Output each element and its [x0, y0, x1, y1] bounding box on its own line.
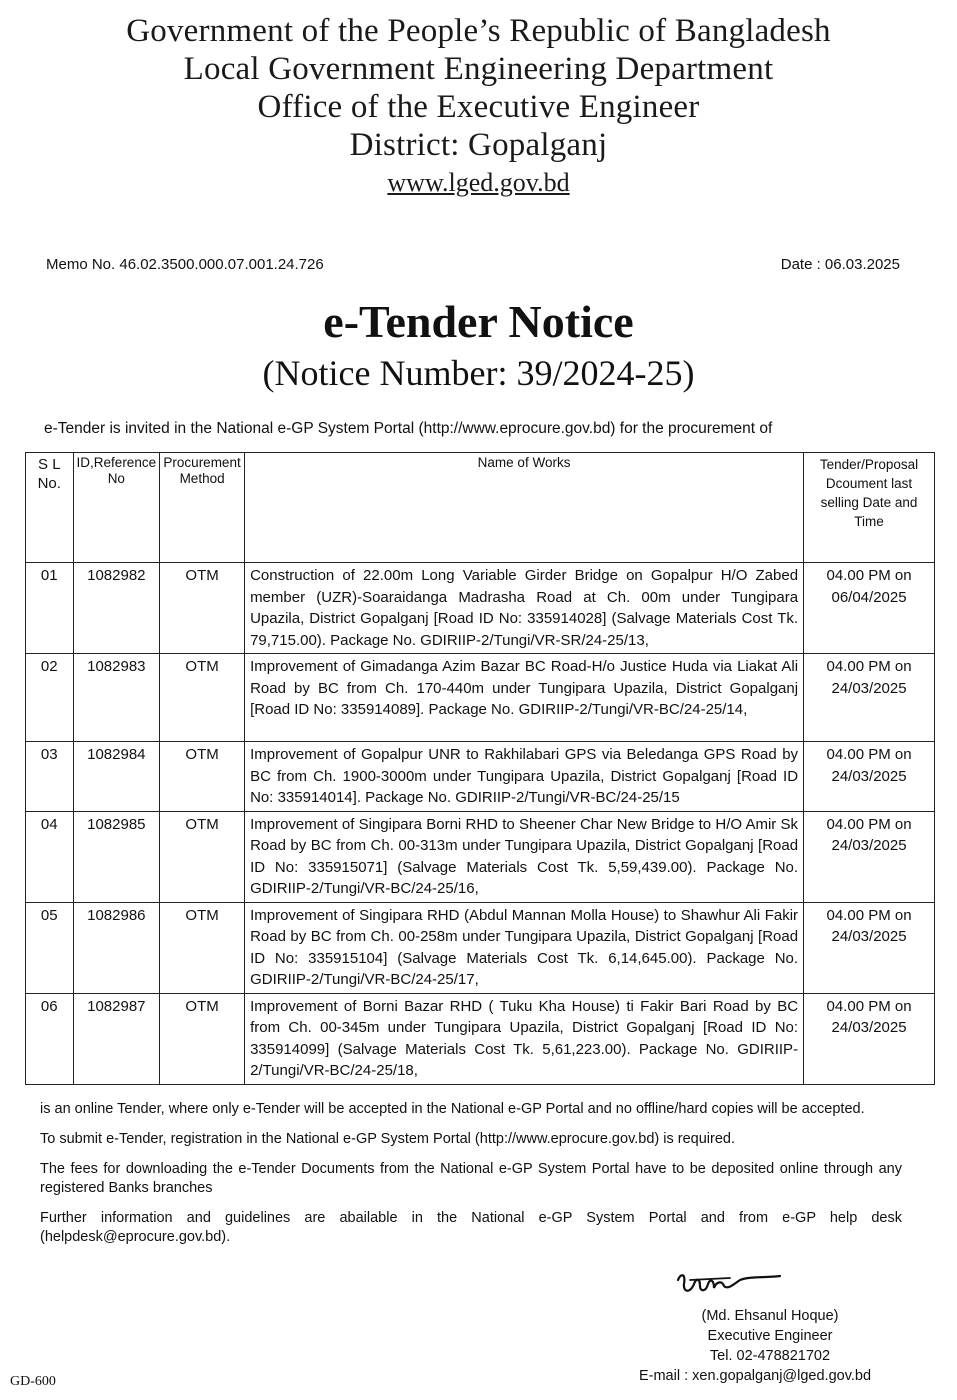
memo-number: Memo No. 46.02.3500.000.07.001.24.726 — [46, 256, 324, 273]
row-sl: 05 — [26, 902, 74, 993]
notes-section — [40, 1100, 902, 1258]
row-method: OTM — [160, 811, 245, 902]
row-date-value: 24/03/2025 — [831, 928, 907, 945]
header-method: Procurement Method — [160, 453, 245, 563]
page-title: e-Tender Notice — [323, 296, 634, 347]
row-date — [804, 811, 935, 902]
row-time: 04.00 PM on — [826, 567, 912, 584]
footer-code: GD-600 — [10, 1374, 56, 1389]
table-row — [26, 654, 935, 742]
note-helpdesk: Further information and guidelines are abailable in the National e-GP System Portal and from e-GP help desk (helpdesk@eprocure.gov.bd). — [40, 1210, 902, 1245]
note-registration: To submit e-Tender, registration in the National e-GP System Portal (http://www.eprocure.gov.bd) is required. — [40, 1131, 735, 1147]
header-sl: S L No. — [26, 453, 74, 563]
row-name: Improvement of Borni Bazar RHD ( Tuku Kha House) ti Fakir Bari Road by BC from Ch. 00-345m under Tungipara Upazila, District Gopalganj [Road ID No: 335914099] (Salvage Materials Cost Tk. 5,61,223.00). Package No. GDIRIIP-2/Tungi/VR-BC/24-25/18, — [245, 993, 804, 1084]
district-title: District: Gopalganj — [349, 127, 608, 163]
signature-block — [640, 1270, 900, 1386]
table-row — [26, 902, 935, 993]
row-id: 1082987 — [73, 993, 160, 1084]
notice-date: Date : 06.03.2025 — [780, 256, 900, 273]
row-date-value: 06/04/2025 — [831, 588, 907, 606]
row-time: 04.00 PM on — [826, 997, 912, 1015]
row-name: Improvement of Gimadanga Azim Bazar BC Road-H/o Justice Huda via Liakat Ali Road by BC from Ch. 170-440m under Tungipara Upazila, District Gopalganj [Road ID No: 335914089]. Package No. GDIRIIP-2/Tungi/VR-BC/24-25/14, — [245, 654, 804, 742]
row-id: 1082983 — [73, 654, 160, 742]
row-method: OTM — [160, 902, 245, 993]
row-id: 1082985 — [73, 811, 160, 902]
row-name: Construction of 22.00m Long Variable Girder Bridge on Gopalpur H/O Zabed member (UZR)-Soaraidanga Madrasha Road at Ch. 00m under Tungipara Upazila, District Gopalganj [Road ID No: 335914028] (Salvage Materials Cost Tk. 79,715.00). Package No. GDIRIIP-2/Tungi/VR-SR/24-25/13, — [245, 563, 804, 654]
row-time: 04.00 PM on — [826, 746, 912, 763]
row-date-value: 24/03/2025 — [831, 1019, 907, 1036]
signature-icon — [670, 1270, 790, 1304]
signatory-email[interactable]: E-mail : xen.gopalganj@lged.gov.bd — [638, 1368, 872, 1384]
header-name: Name of Works — [245, 453, 804, 563]
office-title: Office of the Executive Engineer — [257, 89, 700, 125]
table-row — [26, 993, 935, 1084]
row-date-value: 24/03/2025 — [831, 767, 907, 785]
letterhead — [0, 12, 957, 200]
row-time: 04.00 PM on — [826, 658, 912, 675]
row-date — [804, 993, 935, 1084]
row-id: 1082984 — [73, 742, 160, 812]
table-header-row — [26, 453, 935, 563]
row-method: OTM — [160, 993, 245, 1084]
row-sl: 02 — [26, 654, 74, 742]
table-row — [26, 563, 935, 654]
row-time: 04.00 PM on — [826, 815, 912, 833]
signatory-name: (Md. Ehsanul Hoque) — [701, 1308, 839, 1324]
note-online: is an online Tender, where only e-Tender will be accepted in the National e-GP Portal and no offline/hard copies will be accepted. — [40, 1101, 865, 1117]
table-row — [26, 811, 935, 902]
intro-text: e-Tender is invited in the National e-GP System Portal (http://www.eprocure.gov.bd) for the procurement of — [44, 420, 773, 437]
row-method: OTM — [160, 654, 245, 742]
row-sl: 03 — [26, 742, 74, 812]
header-date: Tender/Proposal Dcoument last selling Date and Time — [804, 453, 935, 563]
row-name: Improvement of Singipara Borni RHD to Sheener Char New Bridge to H/O Amir Sk Road by BC from Ch. 00-313m under Tungipara Upazila, District Gopalganj [Road ID No: 335915071] (Salvage Materials Cost Tk. 5,59,439.00). Package No. GDIRIIP-2/Tungi/VR-BC/24-25/16, — [245, 811, 804, 902]
note-fees: The fees for downloading the e-Tender Documents from the National e-GP System Portal have to be deposited online through any registered Banks branches — [40, 1161, 902, 1196]
row-date — [804, 654, 935, 742]
row-method: OTM — [160, 742, 245, 812]
government-title: Government of the People’s Republic of Bangladesh — [126, 13, 831, 49]
signatory-tel: Tel. 02-478821702 — [709, 1348, 831, 1364]
row-name: Improvement of Singipara RHD (Abdul Mannan Molla House) to Shawhur Ali Fakir Road by BC from Ch. 00-258m under Tungipara Upazila, District Gopalganj [Road ID No: 335915104] (Salvage Materials Cost Tk. 6,14,645.00). Package No. GDIRIIP-2/Tungi/VR-BC/24-25/17, — [245, 902, 804, 993]
signatory-designation: Executive Engineer — [707, 1328, 833, 1344]
row-method: OTM — [160, 563, 245, 654]
row-date — [804, 563, 935, 654]
row-id: 1082982 — [73, 563, 160, 654]
row-sl: 06 — [26, 993, 74, 1084]
works-table — [25, 452, 935, 1085]
department-title: Local Government Engineering Department — [183, 51, 774, 87]
notice-number: (Notice Number: 39/2024-25) — [262, 353, 695, 393]
website-link[interactable]: www.lged.gov.bd — [387, 168, 570, 197]
row-name: Improvement of Gopalpur UNR to Rakhilabari GPS via Beledanga GPS Road by BC from Ch. 1900-3000m under Tungipara Upazila, District Gopalganj [Road ID No: 335914014]. Package No. GDIRIIP-2/Tungi/VR-BC/24-25/15 — [245, 742, 804, 812]
row-date — [804, 902, 935, 993]
row-id: 1082986 — [73, 902, 160, 993]
row-sl: 04 — [26, 811, 74, 902]
table-row — [26, 742, 935, 812]
row-date — [804, 742, 935, 812]
row-date-value: 24/03/2025 — [831, 679, 907, 697]
header-id: ID,Reference No — [73, 453, 160, 563]
row-time: 04.00 PM on — [826, 906, 912, 924]
row-sl: 01 — [26, 563, 74, 654]
row-date-value: 24/03/2025 — [831, 837, 907, 854]
